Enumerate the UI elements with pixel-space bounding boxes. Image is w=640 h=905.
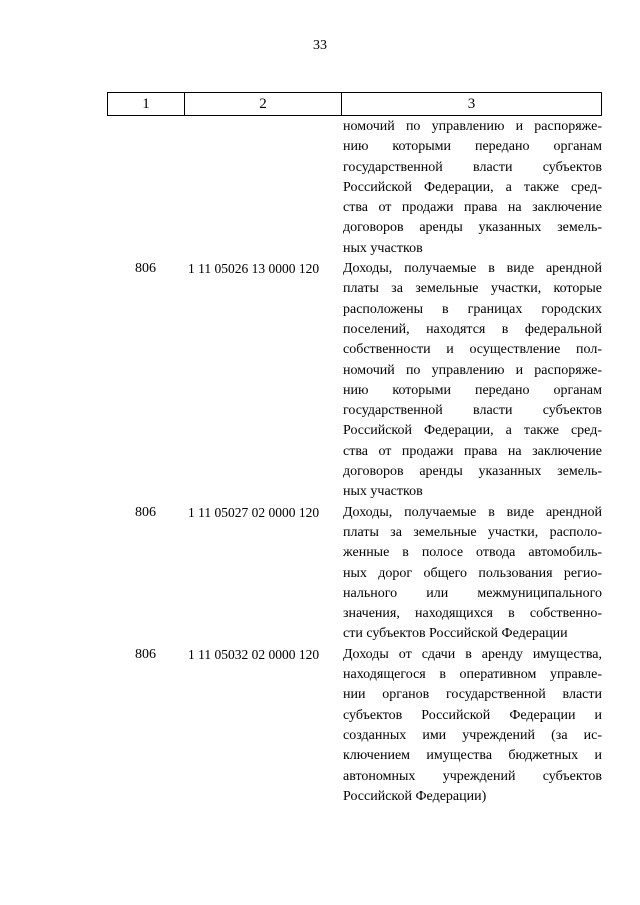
description-line: созданных ими учреждений (за ис- (343, 727, 602, 743)
description-line: значения, находящихся в собственно- (343, 606, 602, 622)
table-row (107, 645, 602, 807)
description-line: Российской Федерации, а также сред- (343, 179, 602, 195)
description-cell (343, 259, 602, 503)
header-col-2: 2 (185, 93, 342, 115)
description-line: платы за земельные участки, которые (343, 281, 602, 297)
header-col-3: 3 (467, 96, 476, 112)
table-body (107, 117, 602, 807)
description-line: Доходы, получаемые в виде арендной (343, 261, 602, 277)
description-line: нального или межмуниципального (343, 585, 602, 601)
admin-code-cell: 806 (135, 646, 156, 662)
table-row (107, 259, 602, 503)
budget-code-cell: 1 11 05026 13 0000 120 (188, 261, 320, 277)
description-line: Российской Федерации) (343, 788, 487, 804)
table-row (107, 503, 602, 645)
description-line: нию которыми передано органам (343, 139, 602, 155)
description-line: номочий по управлению и распоряже- (343, 119, 602, 134)
description-line: ных участков (343, 484, 423, 500)
description-line: ства от продажи права на заключение (343, 200, 602, 216)
description-line: договоров аренды указанных земель- (343, 464, 602, 480)
description-line: ных участков (343, 240, 423, 256)
description-line: собственности и осуществление пол- (343, 342, 602, 358)
description-line: поселений, находятся в федеральной (343, 321, 602, 337)
description-line: автономных учреждений субъектов (343, 768, 602, 784)
description-line: Доходы от сдачи в аренду имущества, (343, 646, 602, 662)
description-line: находящегося в оперативном управле- (343, 667, 602, 683)
description-line: нию которыми передано органам (343, 382, 602, 398)
table-row-continuation (107, 117, 602, 259)
description-line: договоров аренды указанных земель- (343, 220, 602, 236)
description-line: расположены в границах городских (343, 301, 602, 317)
budget-code-cell: 1 11 05032 02 0000 120 (188, 646, 320, 662)
description-line: Российской Федерации, а также сред- (343, 423, 602, 439)
description-line: государственной власти субъектов (343, 159, 602, 175)
description-line: ства от продажи права на заключение (343, 443, 602, 459)
description-line: платы за земельные участки, располо- (343, 524, 602, 540)
description-cell (343, 117, 602, 259)
description-cell (343, 645, 602, 807)
description-line: Доходы, получаемые в виде арендной (343, 504, 602, 520)
header-col-1: 1 (108, 93, 185, 115)
description-line: нии органов государственной власти (343, 687, 602, 703)
description-line: ключением имущества бюджетных и (343, 748, 602, 764)
description-line: государственной власти субъектов (343, 403, 602, 419)
budget-code-cell: 1 11 05027 02 0000 120 (188, 504, 320, 520)
description-cell (343, 503, 602, 645)
description-line: сти субъектов Российской Федерации (343, 626, 568, 642)
table-header (107, 92, 602, 116)
admin-code-cell: 806 (135, 504, 156, 520)
description-line: субъектов Российской Федерации и (343, 707, 602, 723)
description-line: женные в полосе отвода автомобиль- (343, 545, 602, 561)
description-line: номочий по управлению и распоряже- (343, 362, 602, 378)
admin-code-cell: 806 (135, 261, 156, 277)
description-line: ных дорог общего пользования регио- (343, 565, 602, 581)
page-number: 33 (313, 38, 327, 53)
